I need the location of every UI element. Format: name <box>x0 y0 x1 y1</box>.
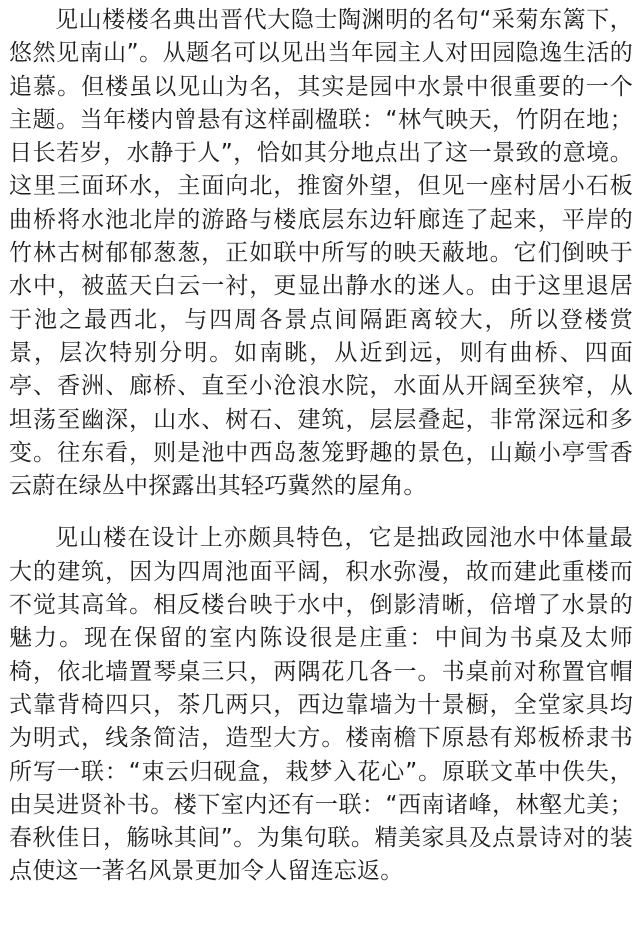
paragraph-jianshan-lou-design: 见山楼在设计上亦颇具特色，它是拙政园池水中体量最大的建筑，因为四周池面平阔，积水弥漫，故而建此重楼而不觉其高耸。相反楼台映于水中，倒影清晰，倍增了水景的魅力。现在保留的室内陈设很是庄重：中间为书桌及太师椅，依北墙置琴桌三只，两隅花几各一。书桌前对称置官帽式靠背椅四只，茶几两只，西边靠墙为十景橱，全堂家具均为明式，线条简洁，造型大方。楼南檐下原悬有郑板桥隶书所写一联：“束云归砚盒，栽梦入花心”。原联文革中佚失，由吴进贤补书。楼下室内还有一联：“西南诸峰，林壑尤美；春秋佳日，觞咏其间”。为集句联。精美家具及点景诗对的装点使这一著名风景更加令人留连忘返。 <box>9 525 633 885</box>
paragraph-jianshan-lou-name: 见山楼楼名典出晋代大隐士陶渊明的名句“采菊东篱下，悠然见南山”。从题名可以见出当年园主人对田园隐逸生活的追慕。但楼虽以见山为名，其实是园中水景中很重要的一个主题。当年楼内曾悬有这样副楹联：“林气映天，竹阴在地；日长若岁，水静于人”，恰如其分地点出了这一景致的意境。这里三面环水，主面向北，推窗外望，但见一座村居小石板曲桥将水池北岸的游路与楼底层东边轩廊连了起来，平岸的竹林古树郁郁葱葱，正如联中所写的映天蔽地。它们倒映于水中，被蓝天白云一衬，更显出静水的迷人。由于这里退居于池之最西北，与四周各景点间隔距离较大，所以登楼赏景，层次特别分明。如南眺，从近到远，则有曲桥、四面亭、香洲、廊桥、直至小沧浪水院，水面从开阔至狭窄，从坦荡至幽深，山水、树石、建筑，层层叠起，非常深远和多变。往东看，则是池中西岛葱笼野趣的景色，山巅小亭雪香云蔚在绿丛中探露出其轻巧冀然的屋角。 <box>9 7 633 500</box>
